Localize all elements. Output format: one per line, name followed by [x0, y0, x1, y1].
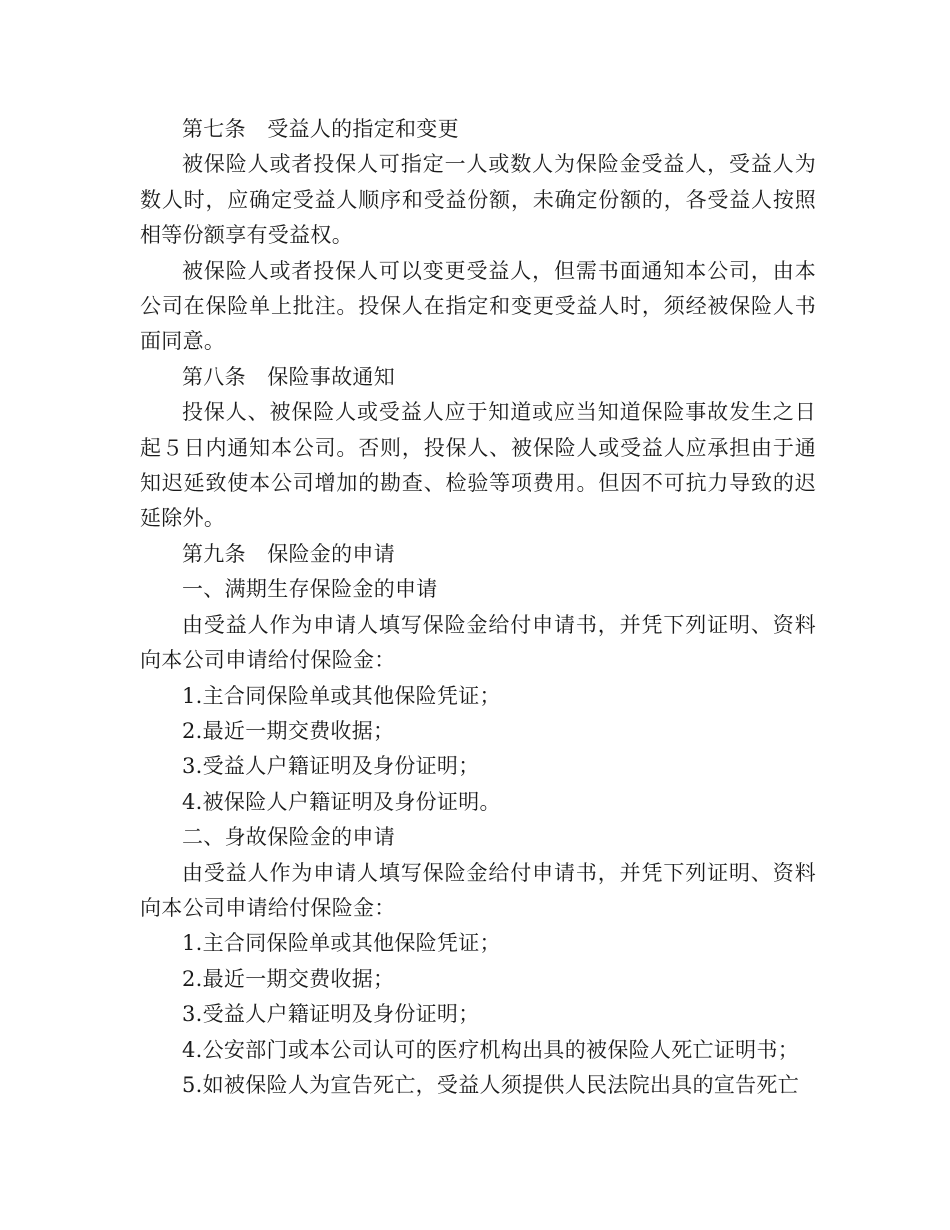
paragraph: 被保险人或者投保人可指定一人或数人为保险金受益人，受益人为数人时，应确定受益人顺序和受益份额，未确定份额的，各受益人按照相等份额享有受益权。	[140, 152, 816, 248]
section-heading: 二、身故保险金的申请	[182, 825, 395, 850]
paragraph: 由受益人作为申请人填写保险金给付申请书，并凭下列证明、资料向本公司申请给付保险金：	[140, 612, 816, 673]
list-item: 4.公安部门或本公司认可的医疗机构出具的被保险人死亡证明书；	[182, 1037, 800, 1062]
document-body	[140, 112, 816, 1103]
section-heading: 一、满期生存保险金的申请	[182, 577, 438, 602]
article-7-heading: 第七条 受益人的指定和变更	[182, 117, 459, 141]
paragraph: 被保险人或者投保人可以变更受益人，但需书面通知本公司，由本公司在保险单上批注。投保人在指定和变更受益人时，须经被保险人书面同意。	[140, 258, 816, 354]
article-9-heading: 第九条 保险金的申请	[182, 541, 395, 566]
list-item: 3.受益人户籍证明及身份证明；	[182, 1002, 480, 1027]
list-item: 1.主合同保险单或其他保险凭证；	[182, 683, 501, 708]
list-item: 2.最近一期交费收据；	[182, 966, 395, 991]
list-item: 4.被保险人户籍证明及身份证明。	[182, 789, 501, 814]
paragraph: 投保人、被保险人或受益人应于知道或应当知道保险事故发生之日起５日内通知本公司。否则，投保人、被保险人或受益人应承担由于通知迟延致使本公司增加的勘查、检验等项费用。但因不可抗力导致的迟延除外。	[140, 400, 816, 531]
article-8-heading: 第八条 保险事故通知	[182, 364, 395, 389]
list-item: 1.主合同保险单或其他保险凭证；	[182, 931, 501, 956]
list-item: 5.如被保险人为宣告死亡，受益人须提供人民法院出具的宣告死亡	[182, 1072, 800, 1097]
list-item: 2.最近一期交费收据；	[182, 718, 395, 743]
list-item: 3.受益人户籍证明及身份证明；	[182, 754, 480, 779]
paragraph: 由受益人作为申请人填写保险金给付申请书，并凭下列证明、资料向本公司申请给付保险金：	[140, 860, 816, 920]
